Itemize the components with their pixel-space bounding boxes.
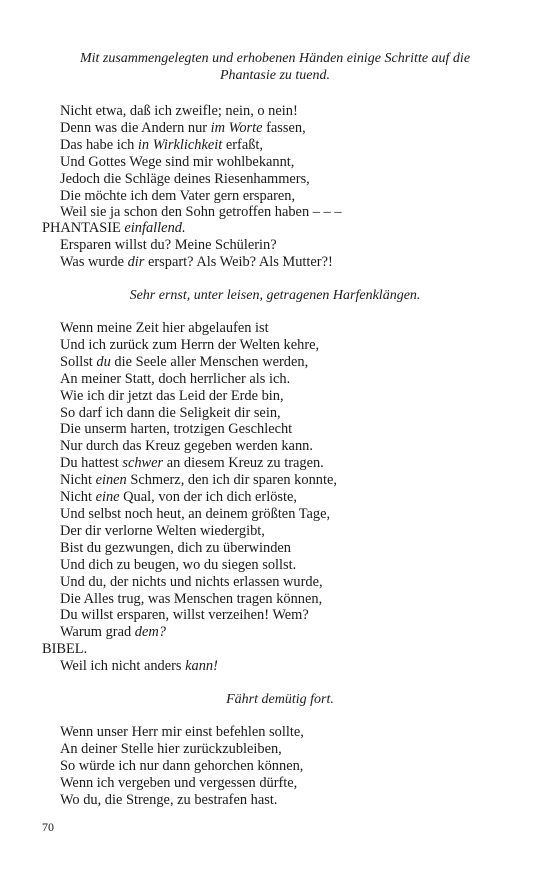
- verse-text: Und ich zurück zum Herrn der Welten kehre,: [60, 336, 320, 353]
- verse-emphasis: schwer: [122, 455, 164, 472]
- verse-text: Und Gottes Wege sind mir wohlbekannt,: [60, 153, 295, 170]
- verse-text: Sollst: [60, 353, 97, 370]
- speaker-name: PHANTASIE: [42, 220, 121, 236]
- verse-text: Wenn ich vergeben und vergessen dürfte,: [60, 774, 298, 791]
- verse-text: So darf ich dann die Seligkeit dir sein,: [60, 404, 281, 421]
- verse-line: [60, 591, 520, 608]
- stage-direction-2: [40, 287, 510, 304]
- verse-text: Qual, von der ich dich erlöste,: [119, 489, 297, 506]
- speaker-bibel: [42, 641, 87, 658]
- verse-line: [60, 557, 520, 574]
- verse-line: [60, 188, 520, 205]
- verse-block-4: [60, 658, 520, 675]
- verse-line: [60, 371, 520, 388]
- verse-line: [60, 103, 520, 120]
- verse-text: Das habe ich: [60, 136, 138, 153]
- verse-line: [60, 775, 520, 792]
- verse-emphasis: dir: [127, 253, 145, 270]
- verse-emphasis: in Wirklichkeit: [137, 136, 223, 153]
- verse-text: erfaßt,: [222, 136, 263, 153]
- verse-text: Schmerz, den ich dir sparen konnte,: [126, 472, 337, 489]
- verse-text: Die unserm harten, trotzigen Geschlecht: [60, 421, 293, 438]
- verse-text: Wenn unser Herr mir einst befehlen sollte,: [60, 724, 304, 740]
- verse-block-3: [60, 320, 520, 641]
- verse-line: [60, 506, 520, 523]
- stage-direction-line: Phantasie zu tuend.: [219, 68, 331, 83]
- verse-line: [60, 758, 520, 775]
- verse-line: [60, 354, 520, 371]
- verse-text: fassen,: [262, 119, 306, 136]
- verse-line: [60, 489, 520, 506]
- verse-emphasis: kann!: [185, 658, 218, 674]
- verse-line: [60, 137, 520, 154]
- verse-text: Du willst ersparen, willst verzeihen! Wem?: [60, 607, 309, 624]
- stage-direction-line: Mit zusammengelegten und erhobenen Händen einige Schritte auf die: [79, 51, 471, 66]
- verse-text: Nicht: [60, 472, 96, 489]
- verse-block-2: [60, 237, 520, 271]
- verse-text: Wie ich dir jetzt das Leid der Erde bin,: [60, 387, 284, 404]
- stage-direction-3: [45, 691, 515, 708]
- verse-text: Die möchte ich dem Vater gern ersparen,: [60, 187, 296, 204]
- verse-line: [60, 337, 520, 354]
- verse-text: Denn was die Andern nur: [60, 119, 211, 136]
- verse-text: Der dir verlorne Welten wiedergibt,: [60, 522, 265, 539]
- verse-line: [60, 320, 520, 337]
- verse-text: Warum grad: [60, 624, 135, 641]
- verse-text: Nur durch das Kreuz gegeben werden kann.: [60, 438, 313, 455]
- verse-emphasis: dem?: [134, 624, 166, 641]
- verse-line: [60, 421, 520, 438]
- verse-block-5: [60, 724, 520, 809]
- verse-line: [60, 523, 520, 540]
- verse-line: [60, 405, 520, 422]
- verse-line: [60, 540, 520, 557]
- verse-text: Nicht: [60, 489, 96, 506]
- verse-text: Weil ich nicht anders: [60, 658, 186, 674]
- verse-block-1: [60, 103, 520, 221]
- speaker-phantasie: [42, 220, 186, 237]
- verse-line: [60, 658, 520, 675]
- verse-line: [60, 472, 520, 489]
- verse-line: [60, 741, 520, 758]
- stage-direction-line: Fährt demütig fort.: [226, 692, 334, 707]
- verse-line: [60, 388, 520, 405]
- verse-text: An deiner Stelle hier zurückzubleiben,: [60, 740, 282, 757]
- verse-text: Wo du, die Strenge, zu bestrafen hast.: [60, 791, 278, 808]
- verse-line: [60, 254, 520, 271]
- verse-text: Bist du gezwungen, dich zu überwinden: [60, 539, 291, 556]
- verse-text: Du hattest: [60, 455, 123, 472]
- speaker-direction: einfallend.: [124, 220, 186, 236]
- verse-text: an diesem Kreuz zu tragen.: [163, 455, 324, 472]
- verse-emphasis: du: [96, 353, 111, 370]
- speaker-name: BIBEL.: [42, 641, 88, 657]
- verse-line: [60, 724, 520, 741]
- verse-text: Und dich zu beugen, wo du siegen sollst.: [60, 556, 297, 573]
- verse-text: Weil sie ja schon den Sohn getroffen haben – – –: [60, 204, 342, 221]
- verse-text: Nicht etwa, daß ich zweifle; nein, o nein!: [60, 103, 298, 119]
- verse-text: So würde ich nur dann gehorchen können,: [60, 757, 304, 774]
- verse-text: Wenn meine Zeit hier abgelaufen ist: [60, 320, 269, 336]
- verse-line: [60, 624, 520, 641]
- verse-text: Und du, der nichts und nichts erlassen wurde,: [60, 573, 323, 590]
- stage-direction-line: Sehr ernst, unter leisen, getragenen Harfenklängen.: [129, 288, 421, 303]
- verse-text: erspart? Als Weib? Als Mutter?!: [144, 253, 333, 270]
- verse-line: [60, 455, 520, 472]
- verse-text: Was wurde: [60, 253, 128, 270]
- stage-direction-1: [40, 50, 510, 84]
- page-number: 70: [42, 820, 54, 834]
- verse-line: [60, 574, 520, 591]
- verse-line: [60, 171, 520, 188]
- verse-text: Jedoch die Schläge deines Riesenhammers,: [60, 170, 310, 187]
- verse-line: [60, 237, 520, 254]
- verse-line: [60, 120, 520, 137]
- verse-text: Die Alles trug, was Menschen tragen können,: [60, 590, 323, 607]
- verse-line: [60, 438, 520, 455]
- verse-line: [60, 607, 520, 624]
- verse-line: [60, 204, 520, 221]
- verse-text: Und selbst noch heut, an deinem größten Tage,: [60, 505, 331, 522]
- verse-text: An meiner Statt, doch herrlicher als ich.: [60, 370, 291, 387]
- verse-emphasis: einen: [95, 472, 127, 489]
- verse-text: die Seele aller Menschen werden,: [110, 353, 309, 370]
- verse-line: [60, 792, 520, 809]
- verse-emphasis: im Worte: [210, 119, 263, 136]
- verse-text: Ersparen willst du? Meine Schülerin?: [60, 237, 277, 253]
- verse-line: [60, 154, 520, 171]
- verse-emphasis: eine: [95, 489, 120, 506]
